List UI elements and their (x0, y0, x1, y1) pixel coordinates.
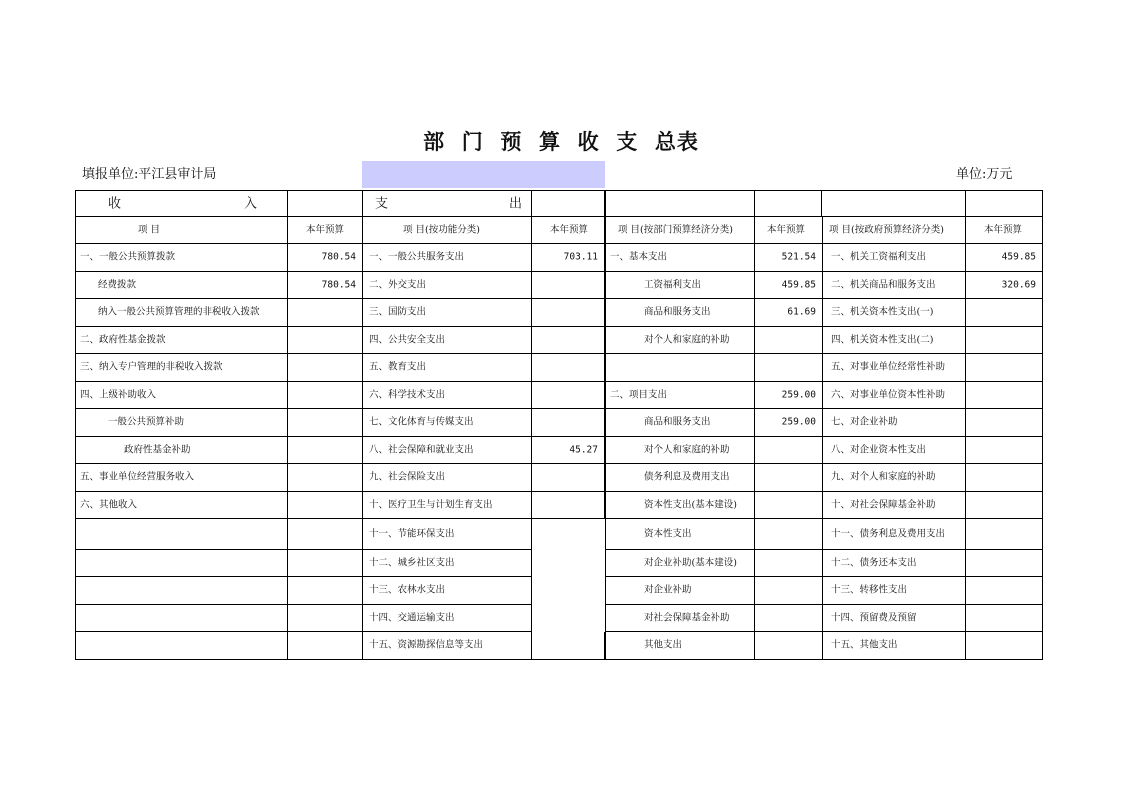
income-item-cell (75, 605, 287, 633)
col-header-budget2: 本年预算 (550, 224, 589, 236)
income-item-cell (75, 464, 287, 492)
income-item-cell (75, 244, 287, 272)
income-item: 二、政府性基金拨款 (80, 334, 166, 345)
income-item-cell (75, 327, 287, 355)
gov-econ-item-cell (822, 354, 965, 382)
dept-econ-item: 二、项目支出 (610, 389, 668, 400)
income-item: 六、其他收入 (80, 499, 138, 510)
income-budget-cell (287, 382, 362, 410)
dept-econ-budget-cell (754, 244, 822, 272)
function-budget-cell (531, 354, 605, 382)
dept-econ-item-cell (605, 354, 754, 382)
gov-econ-item-cell (822, 382, 965, 410)
gov-econ-item: 一、机关工资福利支出 (831, 251, 927, 263)
function-item-cell (362, 382, 531, 410)
dept-econ-budget-cell (754, 577, 822, 605)
function-item: 十、医疗卫生与计划生育支出 (369, 499, 493, 510)
col-header-budget3: 本年预算 (767, 224, 806, 236)
dept-econ-budget-cell (754, 272, 822, 300)
dept-econ-item: 一、基本支出 (610, 251, 668, 263)
col-header-by-dept-econ-cell (605, 216, 754, 244)
col-header-budget: 本年预算 (306, 224, 345, 236)
dept-econ-item-cell (605, 272, 754, 300)
dept-econ-item: 对企业补助 (644, 584, 692, 596)
gov-econ-budget-cell (965, 382, 1043, 410)
function-item: 十三、农林水支出 (369, 584, 446, 596)
function-item-cell (362, 605, 531, 633)
gov-econ-budget-cell (965, 577, 1043, 605)
dept-econ-budget-cell (754, 327, 822, 355)
col-header-budget4-cell (965, 216, 1043, 244)
income-item: 三、纳入专户管理的非税收入拨款 (80, 361, 223, 373)
dept-econ-item: 对个人和家庭的补助 (644, 444, 730, 455)
function-item: 三、国防支出 (369, 306, 427, 318)
gov-econ-item: 十二、债务还本支出 (831, 557, 917, 568)
dept-econ-item-cell (605, 409, 754, 437)
income-item-cell (75, 409, 287, 437)
dept-econ-item-cell (605, 492, 754, 520)
gov-econ-item: 十五、其他支出 (831, 639, 898, 651)
section-income-divider (287, 190, 362, 216)
function-item-cell (362, 632, 531, 660)
section-gov-econ-divider (965, 190, 1043, 216)
gov-econ-item-cell (822, 327, 965, 355)
dept-econ-budget-cell (754, 299, 822, 327)
function-budget-cell (531, 409, 605, 437)
function-item: 十一、节能环保支出 (369, 528, 455, 539)
function-item: 十四、交通运输支出 (369, 612, 455, 623)
dept-econ-item-cell (605, 244, 754, 272)
section-expense-divider (531, 190, 605, 216)
dept-econ-budget-cell (754, 632, 822, 660)
function-budget-cell (531, 327, 605, 355)
gov-econ-item-cell (822, 519, 965, 550)
income-budget-cell (287, 577, 362, 605)
income-item-cell (75, 492, 287, 520)
dept-econ-item: 资本性支出(基本建设) (644, 499, 737, 510)
income-item-cell (75, 299, 287, 327)
function-item: 六、科学技术支出 (369, 389, 446, 400)
function-item: 一、一般公共服务支出 (369, 251, 465, 263)
gov-econ-item: 九、对个人和家庭的补助 (831, 471, 936, 483)
gov-econ-item: 十、对社会保障基金补助 (831, 499, 936, 510)
gov-econ-item: 十一、债务利息及费用支出 (831, 528, 946, 539)
section-expense-right: 出 (509, 196, 523, 211)
function-budget-cell (531, 519, 605, 550)
function-item-cell (362, 550, 531, 578)
income-budget-value: 780.54 (321, 279, 356, 290)
gov-econ-budget-cell (965, 550, 1043, 578)
gov-econ-item-cell (822, 299, 965, 327)
col-header-budget2-cell (531, 216, 605, 244)
dept-econ-budget-value: 259.00 (781, 389, 816, 400)
function-budget-cell (531, 492, 605, 520)
dept-econ-item: 商品和服务支出 (644, 306, 711, 318)
function-budget-cell (531, 605, 605, 633)
col-header-item-cell (75, 216, 287, 244)
function-item-cell (362, 437, 531, 465)
dept-econ-budget-value: 459.85 (781, 279, 816, 290)
income-item-cell (75, 519, 287, 550)
gov-econ-item-cell (822, 605, 965, 633)
col-header-by-function-cell (362, 216, 531, 244)
function-item-cell (362, 327, 531, 355)
gov-econ-item: 七、对企业补助 (831, 416, 898, 428)
income-item: 政府性基金补助 (124, 444, 191, 455)
income-item-cell (75, 550, 287, 578)
income-budget-cell (287, 492, 362, 520)
col-header-budget4: 本年预算 (984, 224, 1023, 236)
dept-econ-budget-cell (754, 492, 822, 520)
gov-econ-item-cell (822, 464, 965, 492)
dept-econ-item-cell (605, 519, 754, 550)
col-header-budget-cell (287, 216, 362, 244)
gov-econ-budget-cell (965, 519, 1043, 550)
income-budget-cell (287, 244, 362, 272)
function-item: 二、外交支出 (369, 279, 427, 290)
function-budget-cell (531, 382, 605, 410)
gov-econ-item: 六、对事业单位资本性补助 (831, 389, 946, 400)
income-budget-cell (287, 409, 362, 437)
currency-unit: 单位:万元 (956, 167, 1013, 182)
income-item-cell (75, 354, 287, 382)
income-item: 五、事业单位经营服务收入 (80, 471, 195, 483)
dept-econ-item-cell (605, 605, 754, 633)
gov-econ-item-cell (822, 244, 965, 272)
function-budget-cell (531, 437, 605, 465)
function-item-cell (362, 354, 531, 382)
function-budget-cell (531, 632, 605, 660)
gov-econ-item: 二、机关商品和服务支出 (831, 279, 936, 290)
function-item: 五、教育支出 (369, 361, 427, 373)
gov-econ-item: 十四、预留费及预留 (831, 612, 917, 623)
dept-econ-item: 对个人和家庭的补助 (644, 334, 730, 345)
dept-econ-item-cell (605, 550, 754, 578)
income-budget-cell (287, 519, 362, 550)
dept-econ-item-cell (605, 577, 754, 605)
dept-econ-item-cell (605, 327, 754, 355)
function-item: 七、文化体育与传媒支出 (369, 416, 474, 428)
income-budget-cell (287, 327, 362, 355)
gov-econ-item-cell (822, 437, 965, 465)
function-item-cell (362, 492, 531, 520)
function-item: 十二、城乡社区支出 (369, 557, 455, 568)
gov-econ-item-cell (822, 550, 965, 578)
income-item: 纳入一般公共预算管理的非税收入拨款 (98, 306, 260, 318)
dept-econ-budget-cell (754, 409, 822, 437)
gov-econ-budget-cell (965, 605, 1043, 633)
function-budget-cell (531, 550, 605, 578)
function-item-cell (362, 519, 531, 550)
gov-econ-item: 五、对事业单位经常性补助 (831, 361, 946, 373)
gov-econ-budget-cell (965, 492, 1043, 520)
income-item-cell (75, 632, 287, 660)
function-item-cell (362, 299, 531, 327)
dept-econ-budget-cell (754, 605, 822, 633)
income-item: 经费拨款 (98, 279, 137, 290)
function-item-cell (362, 577, 531, 605)
dept-econ-item: 对社会保障基金补助 (644, 612, 730, 623)
dept-econ-item-cell (605, 299, 754, 327)
gov-econ-item-cell (822, 409, 965, 437)
gov-econ-budget-cell (965, 244, 1043, 272)
gov-econ-budget-cell (965, 327, 1043, 355)
function-budget-value: 703.11 (563, 251, 598, 263)
income-budget-cell (287, 354, 362, 382)
income-budget-value: 780.54 (321, 251, 356, 263)
function-budget-cell (531, 299, 605, 327)
col-header-by-gov-econ-cell (822, 216, 965, 244)
income-item-cell (75, 272, 287, 300)
function-item: 九、社会保险支出 (369, 471, 446, 483)
dept-econ-item-cell (605, 382, 754, 410)
gov-econ-item: 八、对企业资本性支出 (831, 444, 927, 455)
col-header-by-dept-econ: 项 目(按部门预算经济分类) (618, 224, 733, 236)
income-budget-cell (287, 272, 362, 300)
function-item: 四、公共安全支出 (369, 334, 446, 345)
income-item-cell (75, 577, 287, 605)
col-header-by-gov-econ: 项 目(按政府预算经济分类) (829, 224, 944, 236)
income-item-cell (75, 382, 287, 410)
function-budget-cell (531, 244, 605, 272)
gov-econ-budget-cell (965, 464, 1043, 492)
dept-econ-item: 商品和服务支出 (644, 416, 711, 428)
dept-econ-item-cell (605, 632, 754, 660)
income-budget-cell (287, 605, 362, 633)
dept-econ-budget-value: 521.54 (781, 251, 816, 263)
gov-econ-budget-cell (965, 354, 1043, 382)
dept-econ-item: 资本性支出 (644, 528, 692, 539)
dept-econ-item: 工资福利支出 (644, 279, 702, 290)
dept-econ-item-cell (605, 464, 754, 492)
page-title: 部 门 预 算 收 支 总表 (423, 129, 699, 154)
section-expense-left: 支 (375, 196, 389, 211)
gov-econ-budget-cell (965, 272, 1043, 300)
gov-econ-item-cell (822, 577, 965, 605)
col-header-by-function: 项 目(按功能分类) (403, 224, 480, 236)
gov-econ-budget-cell (965, 409, 1043, 437)
gov-econ-item-cell (822, 492, 965, 520)
section-income-right: 入 (244, 196, 258, 211)
dept-econ-budget-value: 259.00 (781, 416, 816, 428)
reporting-unit: 填报单位:平江县审计局 (82, 167, 217, 182)
income-budget-cell (287, 632, 362, 660)
income-item: 四、上级补助收入 (80, 389, 157, 400)
income-budget-cell (287, 550, 362, 578)
income-budget-cell (287, 437, 362, 465)
gov-econ-budget-value: 459.85 (1001, 251, 1036, 263)
dept-econ-item: 债务利息及费用支出 (644, 471, 730, 483)
gov-econ-budget-value: 320.69 (1001, 279, 1036, 290)
function-budget-value: 45.27 (569, 444, 598, 455)
function-item-cell (362, 464, 531, 492)
section-dept-econ-divider (754, 190, 822, 216)
dept-econ-item: 其他支出 (644, 639, 683, 651)
col-header-budget3-cell (754, 216, 822, 244)
function-item: 八、社会保障和就业支出 (369, 444, 474, 455)
dept-econ-budget-cell (754, 550, 822, 578)
gov-econ-item: 十三、转移性支出 (831, 584, 908, 596)
gov-econ-item: 四、机关资本性支出(二) (831, 334, 934, 345)
function-item-cell (362, 244, 531, 272)
function-budget-cell (531, 577, 605, 605)
dept-econ-budget-cell (754, 437, 822, 465)
gov-econ-budget-cell (965, 632, 1043, 660)
gov-econ-item: 三、机关资本性支出(一) (831, 306, 934, 318)
dept-econ-item: 对企业补助(基本建设) (644, 557, 737, 568)
dept-econ-budget-cell (754, 464, 822, 492)
dept-econ-budget-cell (754, 354, 822, 382)
function-item-cell (362, 272, 531, 300)
dept-econ-item-cell (605, 437, 754, 465)
gov-econ-budget-cell (965, 437, 1043, 465)
function-item: 十五、资源勘探信息等支出 (369, 639, 484, 651)
gov-econ-item-cell (822, 272, 965, 300)
function-item-cell (362, 409, 531, 437)
income-item: 一、一般公共预算拨款 (80, 251, 176, 263)
section-income-left: 收 (108, 196, 122, 211)
gov-econ-item-cell (822, 632, 965, 660)
income-item-cell (75, 437, 287, 465)
function-budget-cell (531, 464, 605, 492)
dept-econ-budget-cell (754, 519, 822, 550)
gov-econ-budget-cell (965, 299, 1043, 327)
col-header-item: 项 目 (138, 224, 161, 236)
function-budget-cell (531, 272, 605, 300)
income-budget-cell (287, 299, 362, 327)
dept-econ-budget-cell (754, 382, 822, 410)
income-budget-cell (287, 464, 362, 492)
dept-econ-budget-value: 61.69 (787, 306, 816, 318)
income-item: 一般公共预算补助 (108, 416, 185, 428)
